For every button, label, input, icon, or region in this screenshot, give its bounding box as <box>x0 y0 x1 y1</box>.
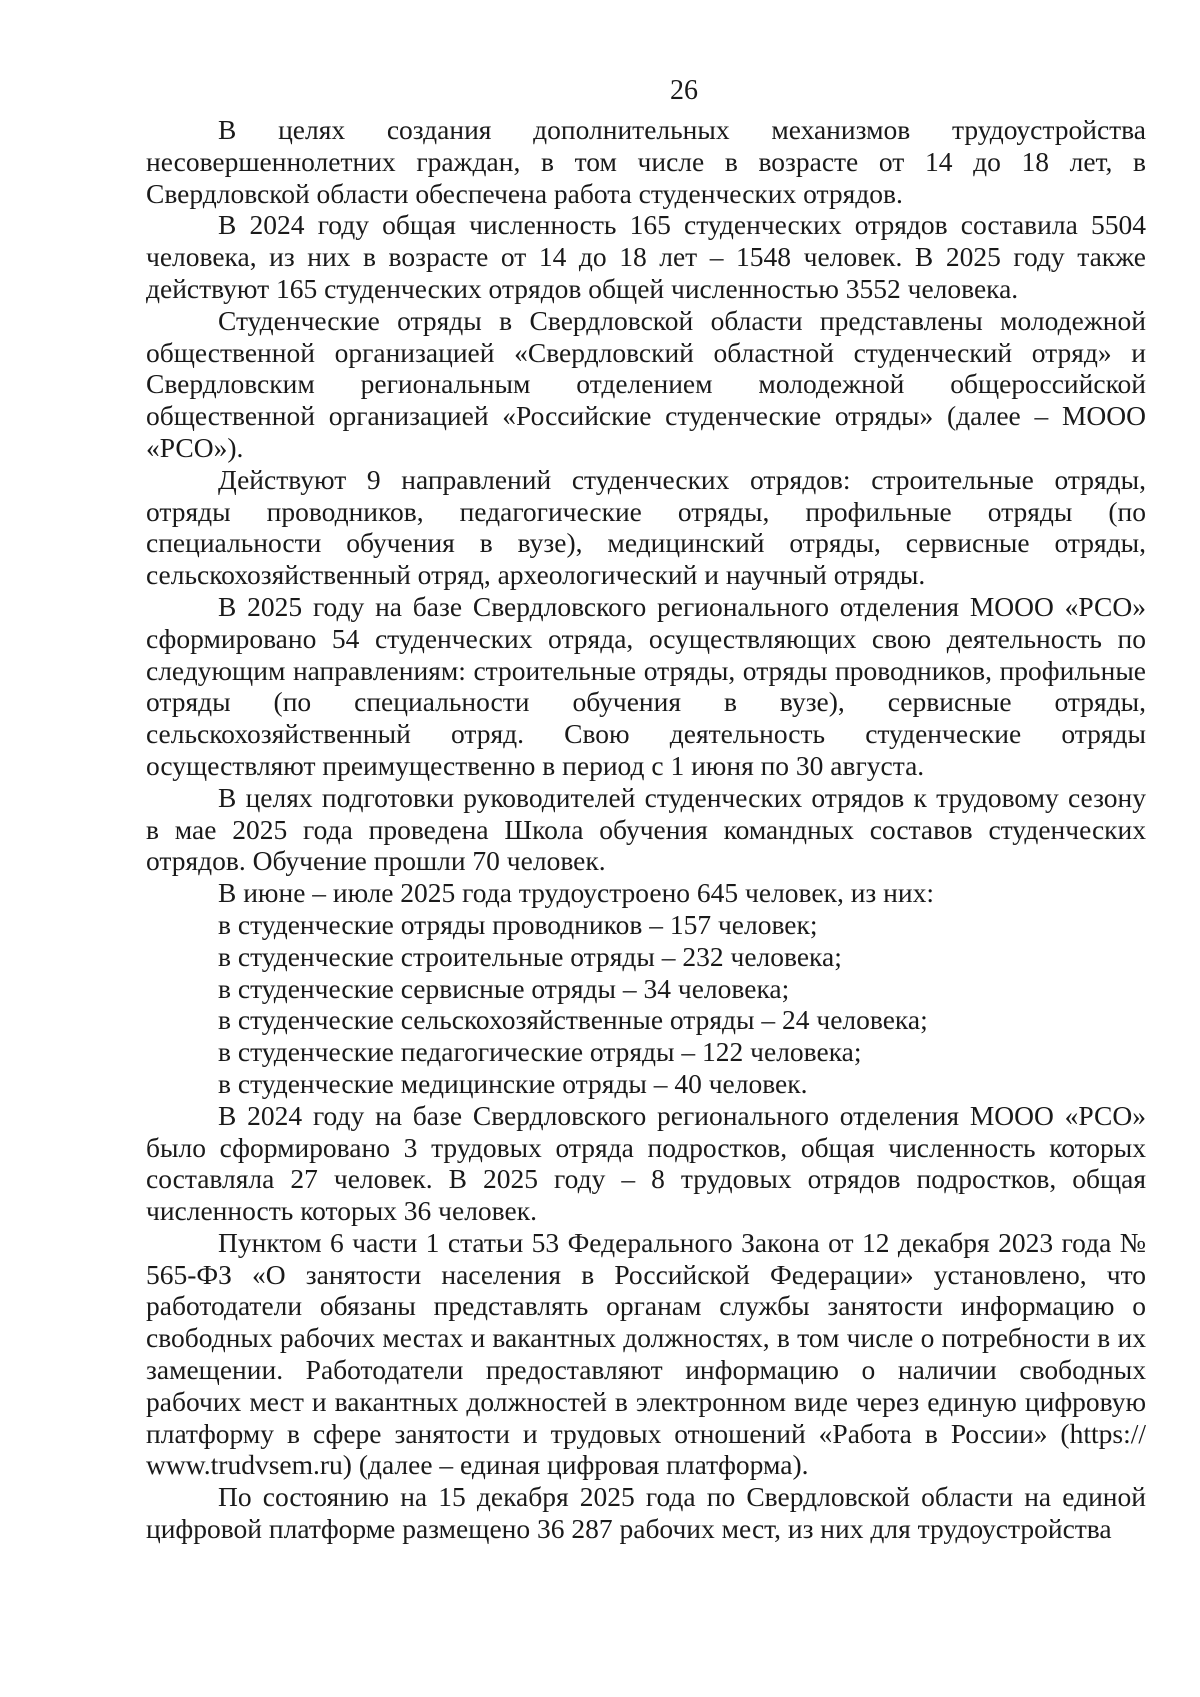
document-body <box>146 114 1146 1545</box>
paragraph-student-organizations: Студенческие отряды в Свердловской области представлены молодежной общественной организацией «Свердловский областной студенческий отряд» и Свердловским региональным отделением молодежной общероссийской общественной организацией «Российские студенческие отряды» (далее – МООО «РСО»). <box>146 304 1146 463</box>
paragraph-federal-law: Пунктом 6 части 1 статьи 53 Федерального Закона от 12 декабря 2023 года № 565-ФЗ «О занятости населения в Российской Федерации» установлено, что работодатели обязаны представлять органам службы занятости информацию о свободных рабочих местах и вакантных должностях, в том числе о потребности в их замещении. Работодатели предоставляют информацию о наличии свободных рабочих мест и вакантных должностей в электронном виде через единую цифровую платформу в сфере занятости и трудовых отношений «Работа в России» (https:// www.trudvsem.ru) (далее – единая цифровая платформа). <box>146 1226 1146 1481</box>
list-item: в студенческие медицинские отряды – 40 человек. <box>218 1067 808 1099</box>
list-item: в студенческие сельскохозяйственные отряды – 24 человека; <box>218 1004 928 1036</box>
paragraph-leader-training: В целях подготовки руководителей студенческих отрядов к трудовому сезону в мае 2025 года проведена Школа обучения командных составов студенческих отрядов. Обучение прошли 70 человек. <box>146 781 1146 877</box>
paragraph-rso-2025: В 2025 году на базе Свердловского регионального отделения МООО «РСО» сформировано 54 студенческих отряда, осуществляющих свою деятельность по следующим направлениям: строительные отряды, отряды проводников, профильные отряды (по специальности обучения в вузе), сервисные отряды, сельскохозяйственный отряд. Свою деятельность студенческие отряды осуществляют преимущественно в период с 1 июня по 30 августа. <box>146 590 1146 781</box>
list-item: в студенческие педагогические отряды – 122 человека; <box>218 1036 862 1068</box>
list-item: в студенческие отряды проводников – 157 человек; <box>218 908 818 940</box>
paragraph-student-teams-intro: В целях создания дополнительных механизмов трудоустройства несовершеннолетних граждан, в том числе в возрасте от 14 до 18 лет, в Свердловской области обеспечена работа студенческих отрядов. <box>146 114 1146 209</box>
list-intro: В июне – июле 2025 года трудоустроено 645 человек, из них: <box>218 877 934 909</box>
paragraph-teen-labor-teams: В 2024 году на базе Свердловского регионального отделения МООО «РСО» было сформировано 3 трудовых отряда подростков, общая численность которых составляла 27 человек. В 2025 году – 8 трудовых отрядов подростков, общая численность которых 36 человек. <box>146 1099 1146 1227</box>
paragraph-team-directions: Действуют 9 направлений студенческих отрядов: строительные отряды, отряды проводников, педагогические отряды, профильные отряды (по специальности обучения в вузе), медицинский отряды, сервисные отряды, сельскохозяйственный отряд, археологический и научный отряды. <box>146 463 1146 591</box>
paragraph-student-teams-numbers: В 2024 году общая численность 165 студенческих отрядов составила 5504 человека, из них в возрасте от 14 до 18 лет – 1548 человек. В 2025 году также действуют 165 студенческих отрядов общей численностью 3552 человека. <box>146 209 1146 304</box>
list-item: в студенческие строительные отряды – 232 человека; <box>218 940 842 972</box>
paragraph-vacancies-status: По состоянию на 15 декабря 2025 года по Свердловской области на единой цифровой платформе размещено 36 287 рабочих мест, из них для трудоустройства <box>146 1481 1146 1545</box>
list-item: в студенческие сервисные отряды – 34 человека; <box>218 972 790 1004</box>
page-number: 26 <box>670 75 698 106</box>
